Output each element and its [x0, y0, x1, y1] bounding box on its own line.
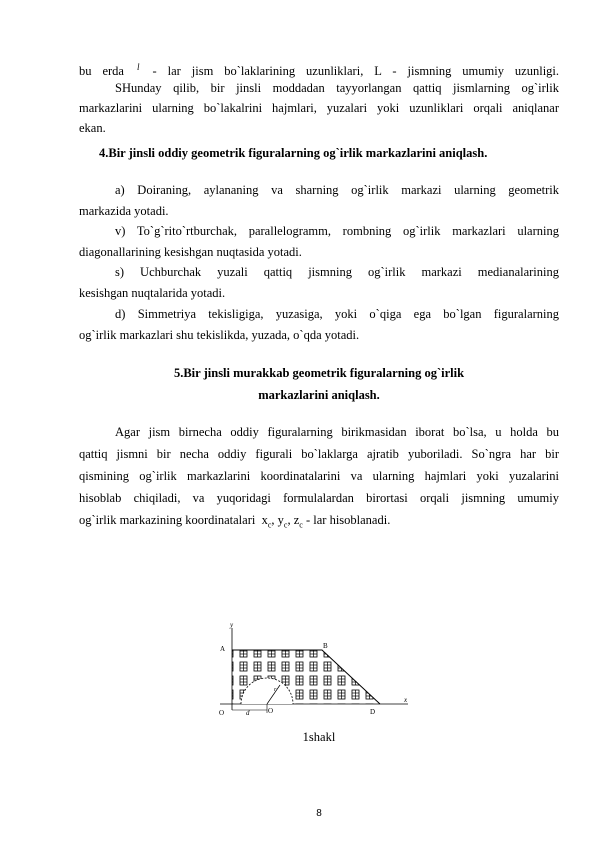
text-span: - lar hisoblanadi.	[302, 513, 391, 527]
section-heading-5-line1: 5.Bir jinsli murakkab geometrik figuralarning og`irlik	[173, 366, 465, 380]
page-number: 8	[316, 808, 322, 819]
coord-y	[277, 513, 288, 530]
label-D: D	[370, 708, 376, 716]
separator: ,	[287, 513, 294, 527]
paragraph1-line4: ekan.	[79, 121, 106, 135]
list-item-v-line1: v) To`g`rito`rtburchak, parallelogramm, rombning og`irlik markazlari ularning	[115, 224, 559, 238]
label-x: x	[404, 696, 408, 704]
figure-diagram	[210, 618, 420, 718]
label-O: O	[219, 709, 225, 717]
label-A: A	[220, 645, 226, 653]
coord-x	[261, 513, 272, 530]
paragraph2-line4: hisoblab chiqiladi, va yuqoridagi formulalardan birortasi orqali jismning umumiy	[79, 491, 559, 505]
paragraph2-line5	[79, 512, 559, 534]
length-symbol: l	[136, 62, 140, 72]
subscript: c	[283, 520, 288, 530]
text-span: og`irlik markazining koordinatalari	[79, 513, 256, 527]
paragraph2-line2: qattiq jismni bir necha oddiy figurali bo`laklarga ajratib yuboriladi. So`ngra har bir	[79, 447, 559, 461]
list-item-v-line2: diagonallarining kesishgan nuqtasida yotadi.	[79, 245, 302, 259]
paragraph2-line3: qismining og`irlik markazlarini koordinatalarini va ularning hajmlari yoki yuzalarini	[79, 469, 559, 483]
coord-z-letter: z	[293, 513, 300, 527]
section-heading-4: 4.Bir jinsli oddiy geometrik figuralarning og`irlik markazlarini aniqlash.	[99, 146, 488, 160]
figure-caption: 1shakl	[302, 730, 336, 744]
label-y: y	[230, 621, 234, 629]
subscript: c	[299, 520, 303, 530]
subscript: c	[267, 520, 272, 530]
label-B: B	[323, 642, 328, 650]
label-r: r	[274, 687, 277, 693]
coord-y-letter: y	[277, 513, 284, 527]
list-item-d-line1: d) Simmetriya tekisligiga, yuzasiga, yoki o`qiga ega bo`lgan figuralarning	[115, 307, 559, 321]
label-O1: O	[268, 707, 274, 715]
separator: ,	[271, 513, 278, 527]
label-d: d	[246, 709, 250, 717]
section-heading-5-line2: markazlarini aniqlash.	[258, 388, 380, 402]
list-item-s-line2: kesishgan nuqtalarida yotadi.	[79, 286, 226, 300]
list-item-a-line1: a) Doiraning, aylananing va sharning og`irlik markazi ularning geometrik	[115, 183, 559, 197]
list-item-a-line2: markazida yotadi.	[79, 204, 169, 218]
text-span: - lar jism bo`laklarining uzunliklari, L - jismning umumiy uzunligi.	[152, 64, 560, 78]
paragraph1-line2: SHunday qilib, bir jinsli moddadan tayyorlangan qattiq jismlarning og`irlik	[115, 81, 559, 95]
paragraph2-line1: Agar jism birnecha oddiy figuralarning birikmasidan iborat bo`lsa, u holda bu	[115, 425, 559, 439]
text-span: bu erda	[79, 64, 124, 78]
list-item-s-line1: s) Uchburchak yuzali qattiq jismning og`irlik markazi medianalarining	[115, 265, 559, 279]
paragraph1-line3: markazlarini ularning bo`lakalrini hajmlari, yuzalari yoki uzunliklari orqali aniqlanar	[79, 101, 559, 115]
paragraph1-line1	[79, 59, 559, 79]
coord-z	[293, 513, 303, 530]
coord-x-letter: x	[261, 513, 268, 527]
list-item-d-line2: og`irlik markazlari shu tekislikda, yuzada, o`qda yotadi.	[79, 328, 360, 342]
